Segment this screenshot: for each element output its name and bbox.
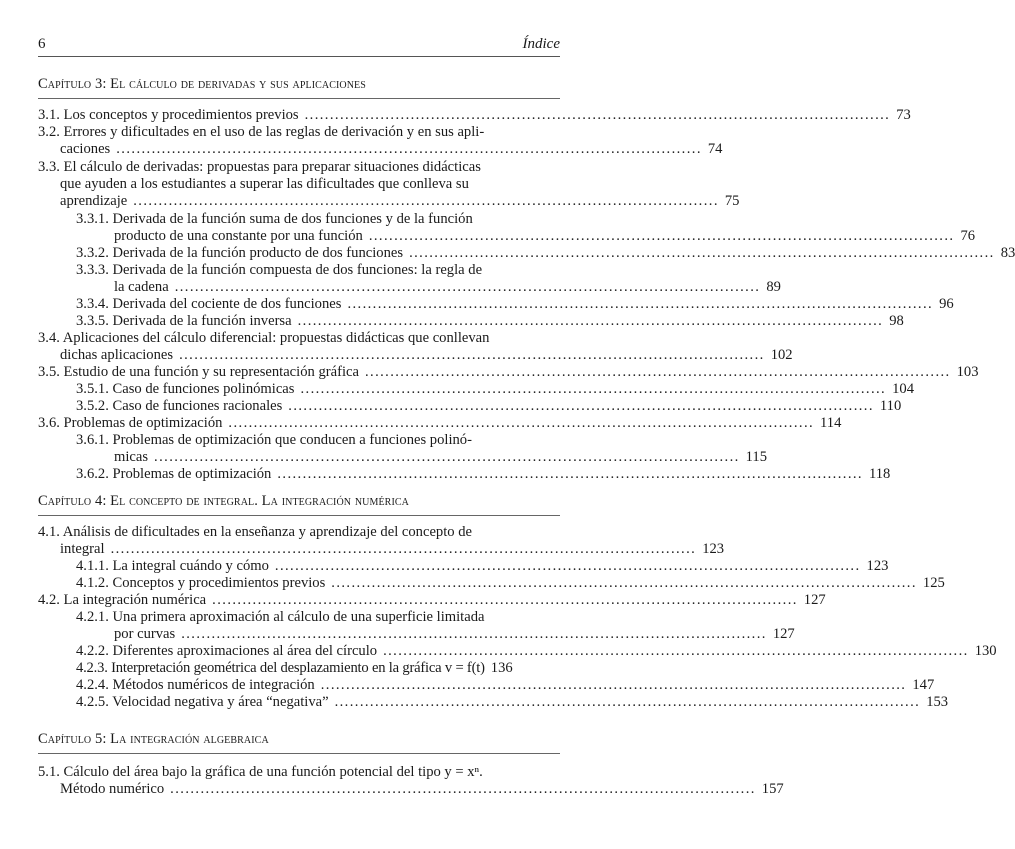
page-number: 6	[38, 36, 46, 52]
chapter-heading: Capítulo 3: El cálculo de derivadas y sus aplicaciones	[38, 76, 366, 92]
page-ref: 153	[926, 694, 949, 710]
page-ref: 103	[956, 364, 979, 380]
toc-entry: 3.6.1. Problemas de optimización que conducen a funciones polinó- micas .................................................................................................................... 115	[76, 432, 768, 465]
page-ref: 118	[868, 466, 891, 482]
toc-entry: 4.2.4. Métodos numéricos de integración .................................................................................................................... 147	[76, 677, 935, 693]
chapter-divider	[38, 753, 560, 754]
running-title: Índice	[522, 36, 560, 52]
toc-entry: 4.2.1. Una primera aproximación al cálculo de una superficie limitada por curvas .................................................................................................................... 127	[76, 609, 795, 642]
page-ref: 130	[974, 643, 997, 659]
chapter-heading: Capítulo 5: La integración algebraica	[38, 731, 269, 747]
toc-entry: 4.1.2. Conceptos y procedimientos previos .................................................................................................................... 125	[76, 575, 945, 591]
page-ref: 115	[745, 449, 768, 465]
toc-entry: 3.6.2. Problemas de optimización .................................................................................................................... 118	[76, 466, 891, 482]
page-ref: 147	[912, 677, 935, 693]
page-ref: 89	[766, 279, 781, 295]
page-ref: 98	[889, 313, 904, 329]
page-ref: 114	[820, 415, 842, 431]
page-ref: 83	[1000, 245, 1015, 261]
page-ref: 125	[922, 575, 945, 591]
chapter-heading: Capítulo 4: El concepto de integral. La integración numérica	[38, 493, 409, 509]
toc-entry: 4.2.2. Diferentes aproximaciones al área del círculo .................................................................................................................... 130	[76, 643, 997, 659]
chapter-divider	[38, 515, 560, 516]
toc-entry: 4.2.3. Interpretación geométrica del desplazamiento en la gráfica v = f(t) 136	[76, 660, 513, 676]
page-ref: 104	[892, 381, 914, 397]
page-ref: 102	[770, 347, 793, 363]
toc-entry: 3.2. Errores y dificultades en el uso de las reglas de derivación y en sus apli- caciones .................................................................................................................... 74	[38, 124, 723, 157]
toc-entry: 4.2. La integración numérica .................................................................................................................... 127	[38, 592, 826, 608]
toc-entry: 3.1. Los conceptos y procedimientos previos .................................................................................................................... 73	[38, 107, 911, 123]
page-ref: 123	[866, 558, 889, 574]
toc-entry: 3.5. Estudio de una función y su representación gráfica .................................................................................................................... 103	[38, 364, 979, 380]
page-ref: 74	[707, 141, 723, 157]
page-ref: 73	[896, 107, 911, 123]
toc-entry: 4.2.5. Velocidad negativa y área “negativa” .................................................................................................................... 153	[76, 694, 949, 710]
page-ref: 157	[761, 781, 784, 797]
toc-entry: 3.4. Aplicaciones del cálculo diferencial: propuestas didácticas que conllevan dichas aplicaciones .................................................................................................................... 102	[38, 330, 793, 363]
toc-entry: 4.1.1. La integral cuándo y cómo .................................................................................................................... 123	[76, 558, 889, 574]
running-header	[38, 36, 560, 57]
page-ref: 123	[702, 541, 725, 557]
toc-entry: 3.3.1. Derivada de la función suma de dos funciones y de la función producto de una constante por una función .................................................................................................................... 76	[76, 211, 976, 244]
page-ref: 96	[939, 296, 954, 312]
toc-entry: 5.1. Cálculo del área bajo la gráfica de una función potencial del tipo y = xⁿ. Método numérico .................................................................................................................... 157	[38, 764, 784, 797]
toc-entry: 3.5.2. Caso de funciones racionales .................................................................................................................... 110	[76, 398, 902, 414]
page-ref: 127	[772, 626, 795, 642]
page-ref: 136	[490, 660, 513, 676]
toc-entry: 3.3.5. Derivada de la función inversa .................................................................................................................... 98	[76, 313, 904, 329]
chapter-divider	[38, 98, 560, 99]
toc-entry: 3.3.3. Derivada de la función compuesta de dos funciones: la regla de la cadena .................................................................................................................... 89	[76, 262, 781, 295]
page-ref: 75	[724, 193, 740, 209]
page-ref: 127	[803, 592, 826, 608]
toc-entry: 3.3. El cálculo de derivadas: propuestas para preparar situaciones didácticas que ayuden a los estudiantes a superar las dificultades que conlleva su aprendizaje .................................................................................................................... 75	[38, 159, 740, 209]
toc-entry: 3.3.2. Derivada de la función producto de dos funciones .................................................................................................................... 83	[76, 245, 1015, 261]
toc-entry: 4.1. Análisis de dificultades en la enseñanza y aprendizaje del concepto de integral .................................................................................................................... 123	[38, 524, 725, 557]
toc-entry: 3.5.1. Caso de funciones polinómicas .................................................................................................................... 104	[76, 381, 914, 397]
page-ref: 110	[879, 398, 902, 414]
toc-entry: 3.6. Problemas de optimización .................................................................................................................... 114	[38, 415, 842, 431]
toc-entry: 3.3.4. Derivada del cociente de dos funciones .................................................................................................................... 96	[76, 296, 954, 312]
page-ref: 76	[960, 228, 976, 244]
